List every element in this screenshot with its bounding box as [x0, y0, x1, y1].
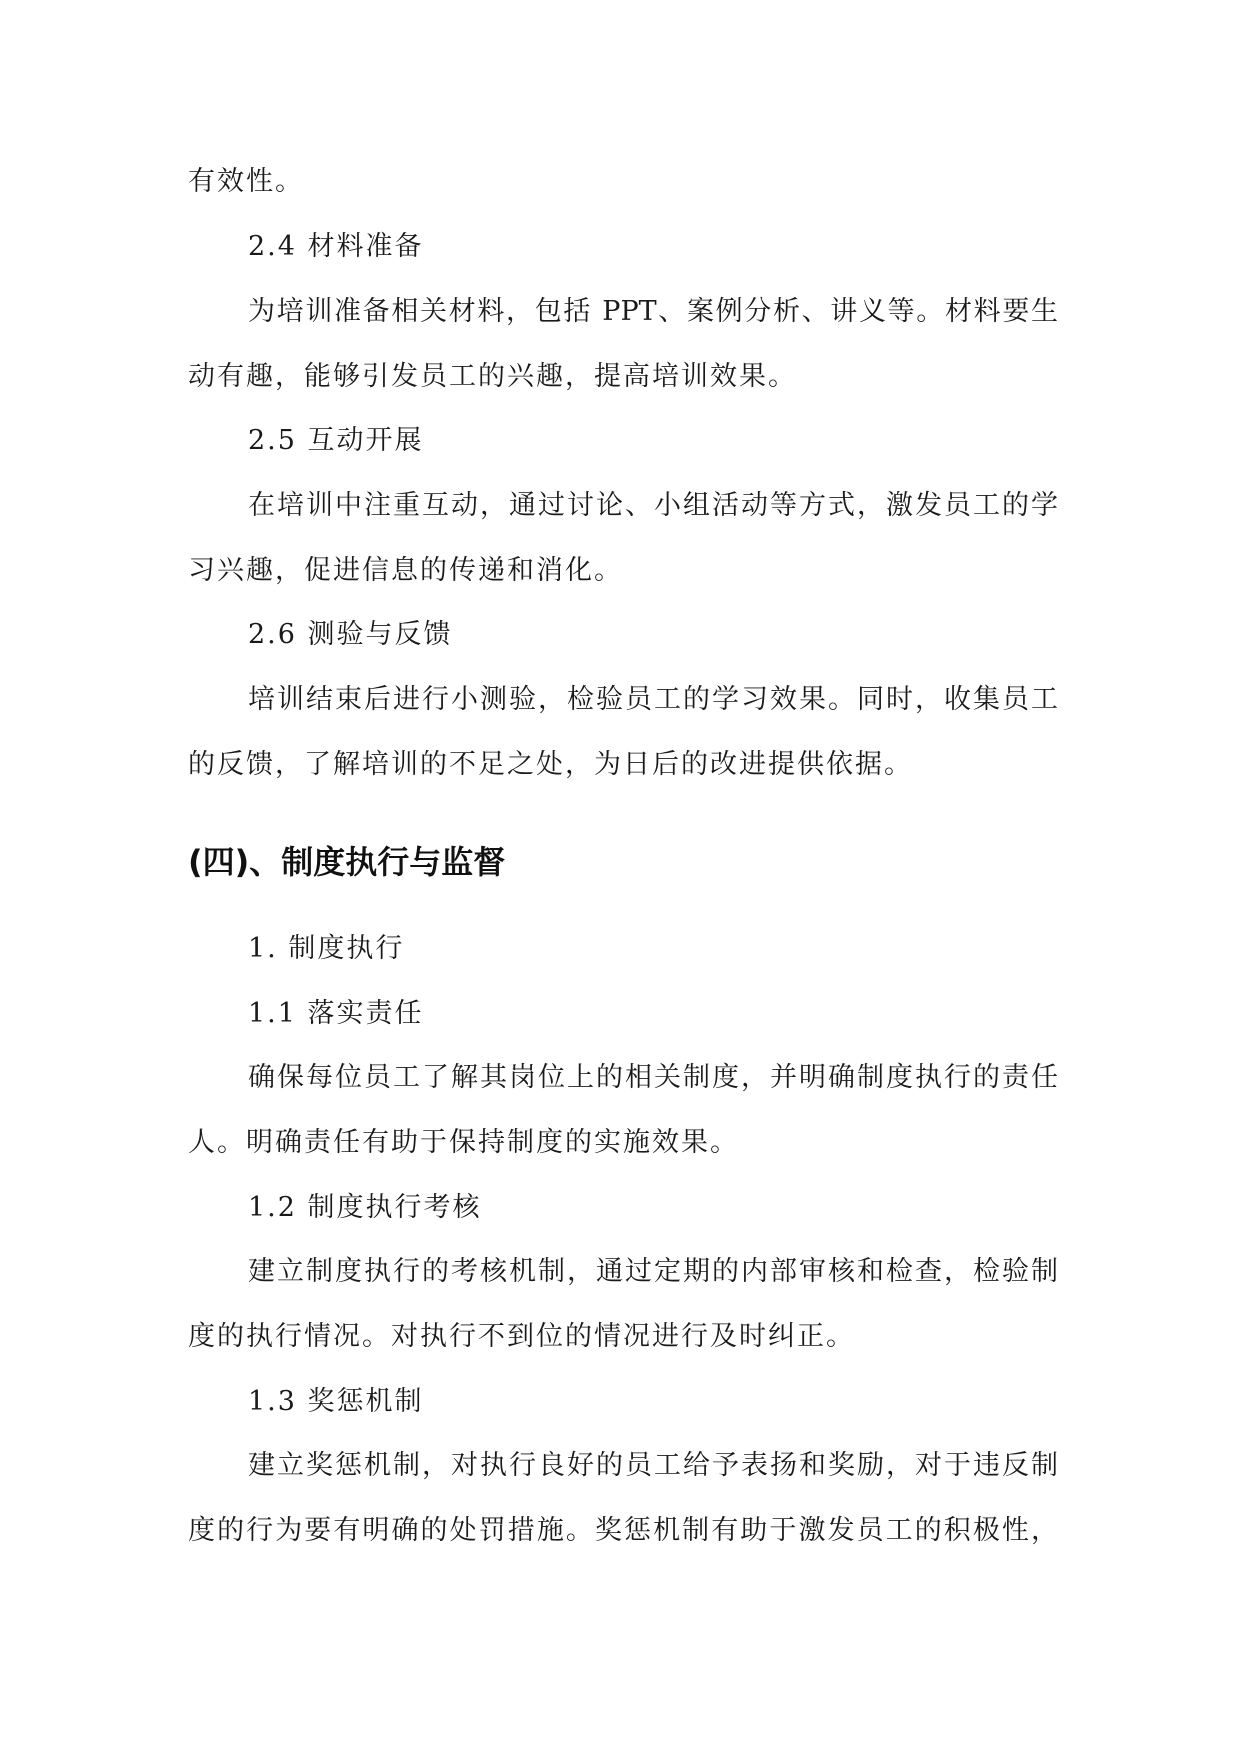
paragraph-line: 有效性。 — [188, 166, 304, 197]
paragraph-line: 培训结束后进行小测验，检验员工的学习效果。同时，收集员工 — [248, 684, 1058, 715]
subsection-title-2-4: 2.4 材料准备 — [248, 231, 424, 262]
paragraph-line: 人。明确责任有助于保持制度的实施效果。 — [188, 1127, 739, 1158]
paragraph-line: 动有趣，能够引发员工的兴趣，提高培训效果。 — [188, 361, 797, 392]
subsection-title-1-3: 1.3 奖惩机制 — [248, 1386, 424, 1417]
paragraph-line: 度的行为要有明确的处罚措施。奖惩机制有助于激发员工的积极性， — [188, 1515, 1058, 1546]
paragraph-line: 建立奖惩机制，对执行良好的员工给予表扬和奖励，对于违反制 — [248, 1450, 1058, 1481]
paragraph-line: 建立制度执行的考核机制，通过定期的内部审核和检查，检验制 — [248, 1256, 1058, 1287]
subsection-title-1-2: 1.2 制度执行考核 — [248, 1192, 482, 1223]
subsection-title-2-6: 2.6 测验与反馈 — [248, 619, 453, 650]
subsection-title-1: 1. 制度执行 — [248, 933, 405, 964]
section-heading: (四)、制度执行与监督 — [188, 843, 506, 881]
paragraph-line: 习兴趣，促进信息的传递和消化。 — [188, 555, 623, 586]
paragraph-line: 确保每位员工了解其岗位上的相关制度，并明确制度执行的责任 — [248, 1062, 1058, 1093]
paragraph-line: 在培训中注重互动，通过讨论、小组活动等方式，激发员工的学 — [248, 490, 1058, 521]
paragraph-line: 为培训准备相关材料，包括 PPT、案例分析、讲义等。材料要生 — [248, 296, 1058, 327]
paragraph-line: 的反馈，了解培训的不足之处，为日后的改进提供依据。 — [188, 749, 913, 780]
subsection-title-1-1: 1.1 落实责任 — [248, 998, 424, 1029]
paragraph-line: 度的执行情况。对执行不到位的情况进行及时纠正。 — [188, 1321, 855, 1352]
subsection-title-2-5: 2.5 互动开展 — [248, 425, 424, 456]
